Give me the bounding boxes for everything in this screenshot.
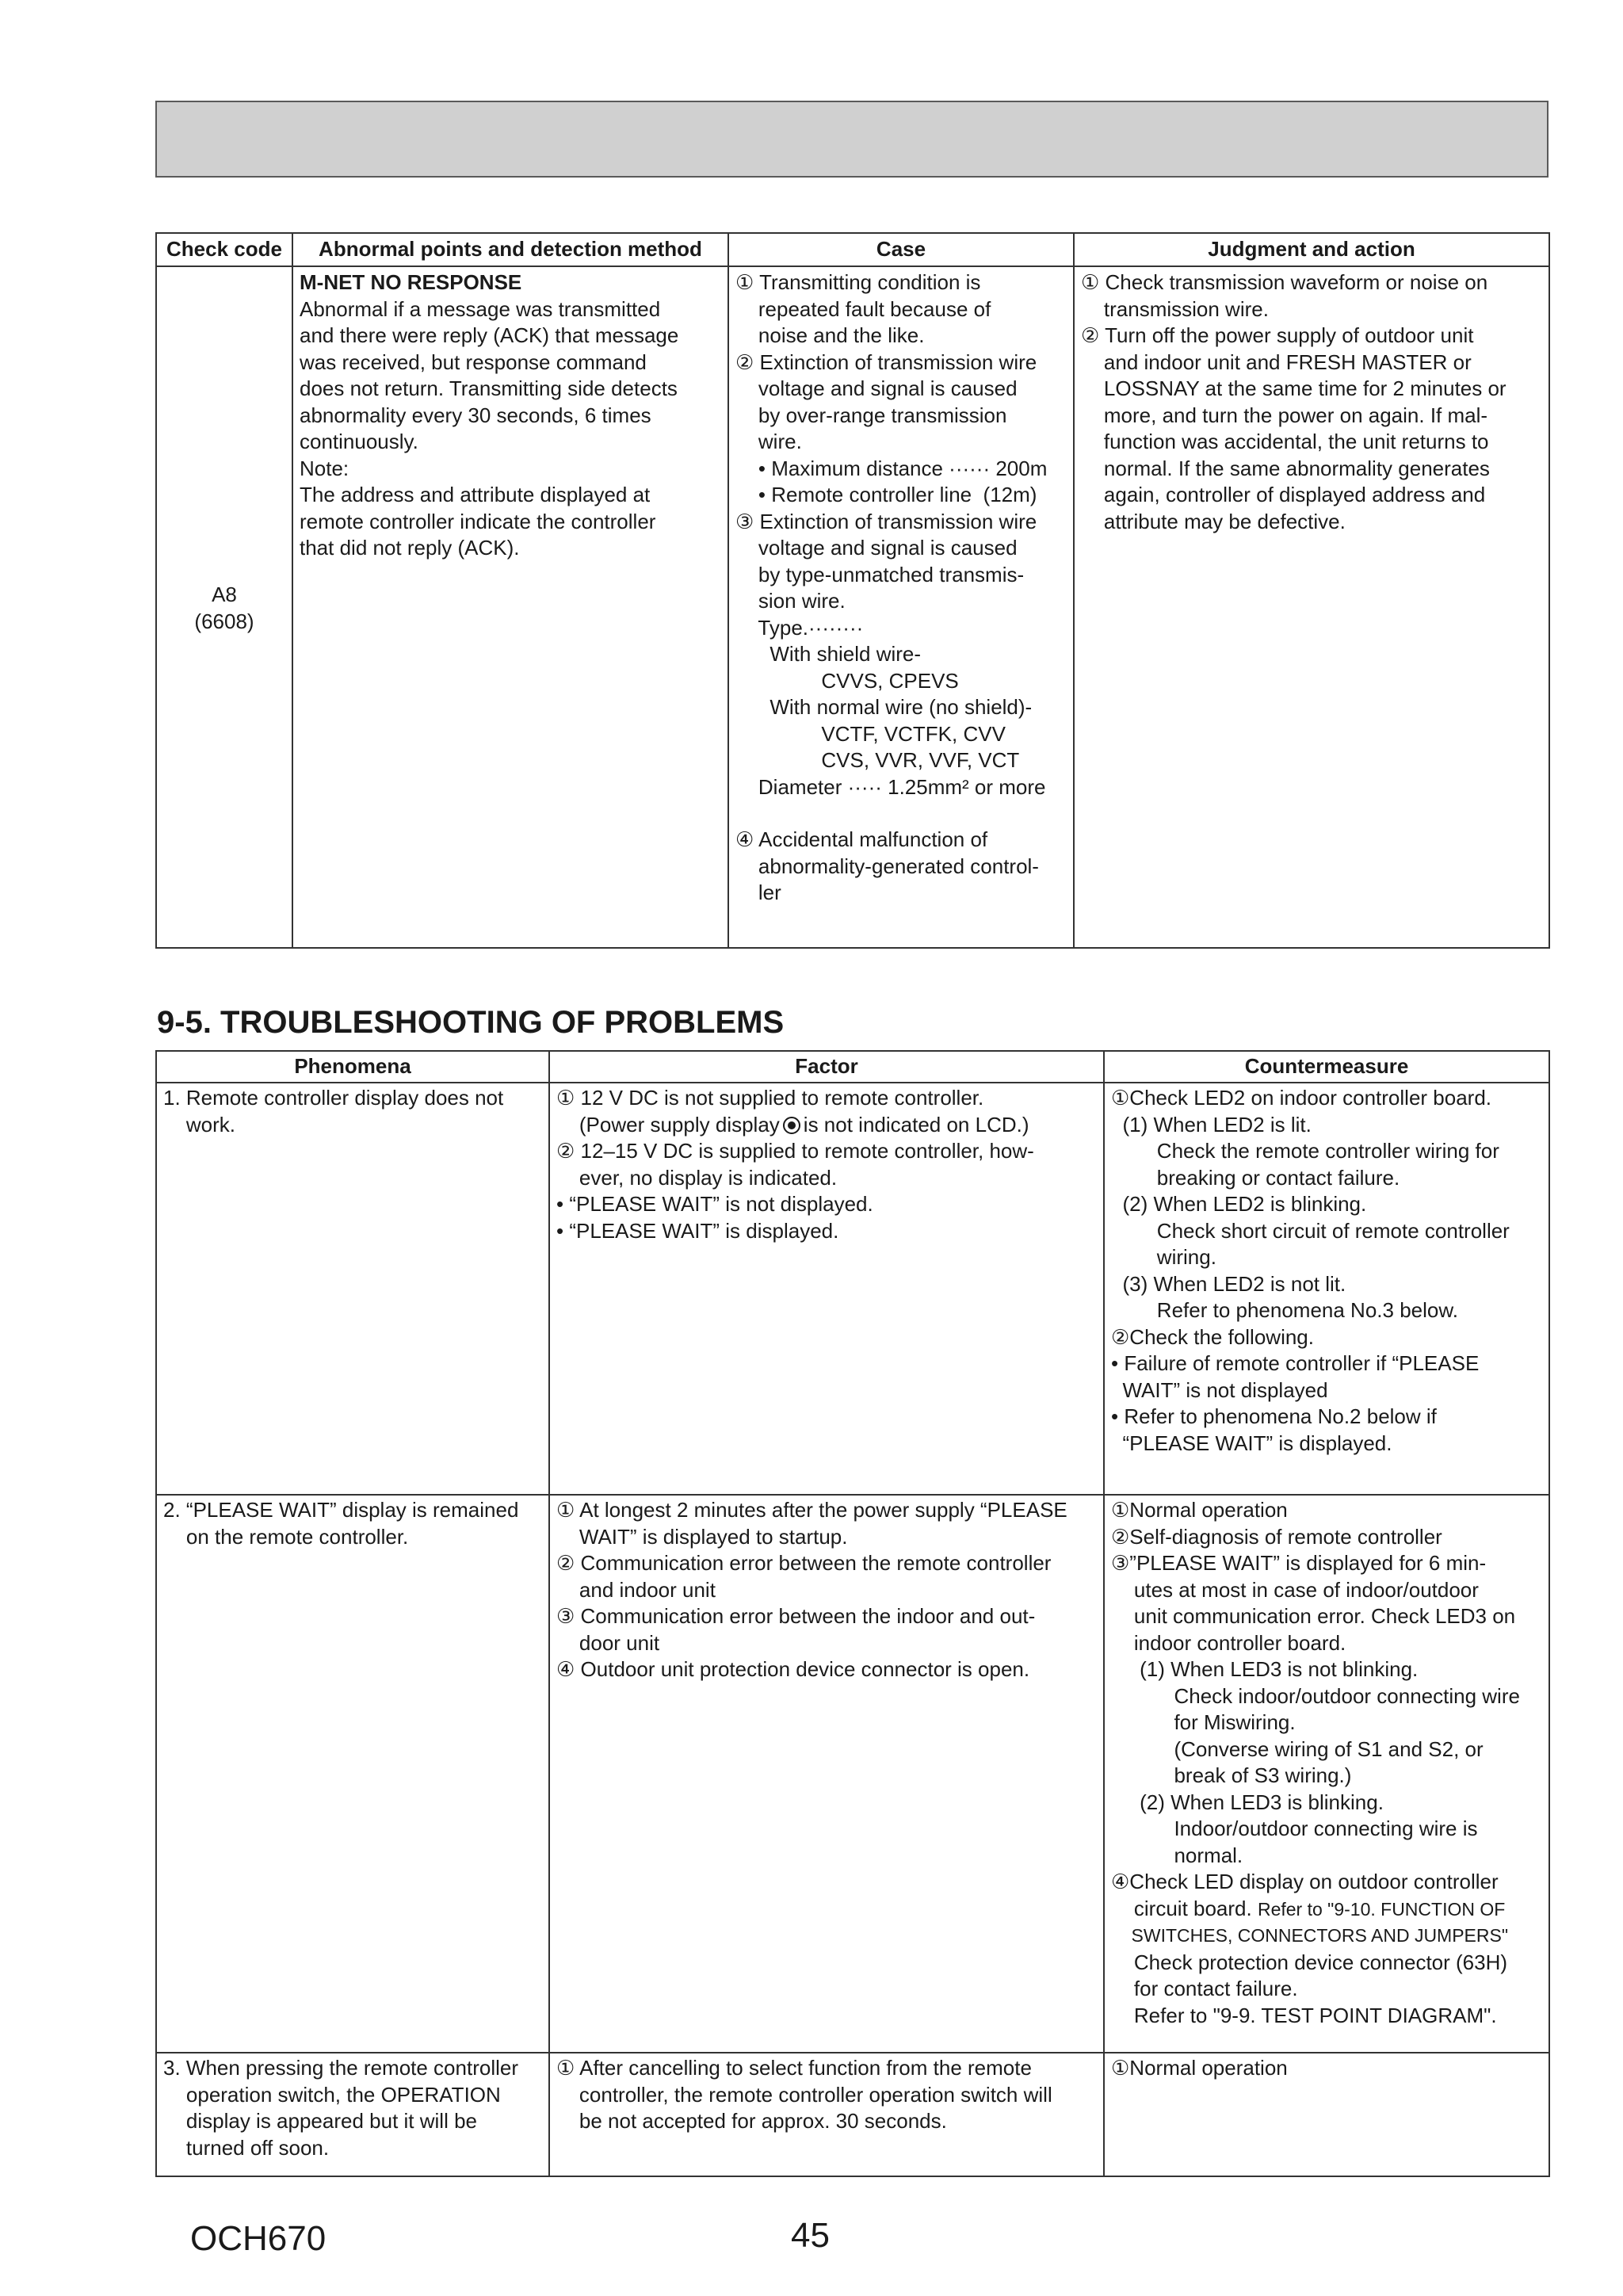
abnormal-title: M-NET NO RESPONSE <box>300 270 522 294</box>
counter-line: Refer to phenomena No.3 below. <box>1111 1298 1458 1322</box>
countermeasure-cell <box>1104 1495 1549 2053</box>
factor-line: ② Communication error between the remote controller <box>556 1551 1052 1575</box>
section-title: 9-5. TROUBLESHOOTING OF PROBLEMS <box>157 1005 785 1040</box>
case-line: With shield wire- <box>735 642 922 666</box>
case-line: abnormality-generated control- <box>735 854 1039 878</box>
factor-line: ① After cancelling to select function from the remote <box>556 2056 1032 2080</box>
abnormal-line: abnormality every 30 seconds, 6 times <box>300 403 651 427</box>
counter-line: (2) When LED2 is blinking. <box>1111 1192 1367 1216</box>
counter-line: (1) When LED2 is lit. <box>1111 1112 1312 1137</box>
col-header-countermeasure: Countermeasure <box>1104 1051 1549 1083</box>
page-number: 45 <box>791 2216 830 2255</box>
judgment-line: transmission wire. <box>1081 296 1269 321</box>
counter-line: ④Check LED display on outdoor controller <box>1111 1870 1499 1893</box>
troubleshooting-table <box>155 1050 1550 2177</box>
factor-line: ④ Outdoor unit protection device connector is open. <box>556 1657 1030 1681</box>
judgment-line: again, controller of displayed address and <box>1081 483 1486 506</box>
table-row <box>156 1083 1549 1495</box>
counter-line: for Miswiring. <box>1111 1710 1296 1734</box>
case-line: ④ Accidental malfunction of <box>735 827 988 851</box>
counter-line: • Failure of remote controller if “PLEASE <box>1111 1351 1480 1375</box>
abnormal-line: was received, but response command <box>300 350 647 374</box>
countermeasure-cell <box>1104 1083 1549 1495</box>
counter-line: normal. <box>1111 1843 1243 1867</box>
judgment-line: ① Check transmission waveform or noise on <box>1081 270 1488 294</box>
case-line: With normal wire (no shield)- <box>735 695 1033 719</box>
judgment-line: more, and turn the power on again. If mal- <box>1081 403 1488 427</box>
factor-line-end: is not indicated on LCD.) <box>803 1112 1029 1137</box>
col-header-factor: Factor <box>549 1051 1104 1083</box>
phenomena-line: 2. “PLEASE WAIT” display is remained <box>163 1498 519 1522</box>
factor-line: controller, the remote controller operation switch will <box>556 2082 1052 2107</box>
factor-line: ③ Communication error between the indoor and out- <box>556 1604 1036 1628</box>
case-line: repeated fault because of <box>735 296 991 321</box>
counter-line: “PLEASE WAIT” is displayed. <box>1111 1431 1392 1455</box>
factor-line: and indoor unit <box>556 1577 716 1602</box>
case-line: voltage and signal is caused <box>735 376 1018 400</box>
col-header-judgment: Judgment and action <box>1074 233 1549 266</box>
counter-line: breaking or contact failure. <box>1111 1165 1400 1190</box>
abnormal-line: that did not reply (ACK). <box>300 536 520 560</box>
judgment-line: and indoor unit and FRESH MASTER or <box>1081 350 1472 374</box>
phenomena-line: 3. When pressing the remote controller <box>163 2056 518 2080</box>
counter-line: (3) When LED2 is not lit. <box>1111 1271 1346 1296</box>
case-line: • Maximum distance ······ 200m <box>735 456 1048 480</box>
counter-line: wiring. <box>1111 1245 1216 1269</box>
case-line: ② Extinction of transmission wire <box>735 350 1037 374</box>
abnormal-cell <box>292 266 728 948</box>
judgment-line: function was accidental, the unit returns to <box>1081 430 1489 453</box>
phenomena-cell <box>156 1083 549 1495</box>
case-spacer <box>735 800 1067 827</box>
check-code: A8 <box>212 583 237 606</box>
case-line: wire. <box>735 430 802 453</box>
factor-cell <box>549 1495 1104 2053</box>
factor-line-start: (Power supply display <box>556 1112 780 1137</box>
counter-line: indoor controller board. <box>1111 1630 1346 1655</box>
factor-cell <box>549 2053 1104 2176</box>
case-line: VCTF, VCTFK, CVV <box>735 721 1006 746</box>
counter-line-with-ref <box>1111 1896 1542 1924</box>
judgment-line: ② Turn off the power supply of outdoor unit <box>1081 323 1474 347</box>
check-code-cell <box>156 266 292 948</box>
judgment-line: attribute may be defective. <box>1081 509 1346 533</box>
model-number: OCH670 <box>190 2219 327 2258</box>
case-line: noise and the like. <box>735 323 925 347</box>
col-header-case: Case <box>728 233 1074 266</box>
case-line: by type-unmatched transmis- <box>735 562 1025 586</box>
counter-line: ③”PLEASE WAIT” is displayed for 6 min- <box>1111 1551 1487 1575</box>
case-line: CVVS, CPEVS <box>735 668 959 693</box>
case-line: • Remote controller line (12m) <box>735 483 1037 506</box>
case-line: ① Transmitting condition is <box>735 270 981 294</box>
header-band <box>155 101 1549 178</box>
col-header-abnormal: Abnormal points and detection method <box>292 233 728 266</box>
phenomena-line: on the remote controller. <box>163 1524 409 1549</box>
counter-line: Check protection device connector (63H) <box>1111 1950 1508 1974</box>
counter-line: ②Self-diagnosis of remote controller <box>1111 1524 1442 1549</box>
case-line: Diameter ····· 1.25mm² or more <box>735 774 1046 799</box>
case-line: sion wire. <box>735 589 846 613</box>
counter-line: Check indoor/outdoor connecting wire <box>1111 1683 1520 1708</box>
abnormal-line: Note: <box>300 456 349 480</box>
factor-cell <box>549 1083 1104 1495</box>
judgment-line: LOSSNAY at the same time for 2 minutes or <box>1081 376 1507 400</box>
col-header-phenomena: Phenomena <box>156 1051 549 1083</box>
counter-line: break of S3 wiring.) <box>1111 1763 1352 1787</box>
factor-line: ever, no display is indicated. <box>556 1165 838 1190</box>
judgment-line: normal. If the same abnormality generates <box>1081 456 1490 480</box>
case-line: by over-range transmission <box>735 403 1007 427</box>
counter-line: utes at most in case of indoor/outdoor <box>1111 1577 1479 1602</box>
counter-line: ①Normal operation <box>1111 1498 1288 1522</box>
case-line: ③ Extinction of transmission wire <box>735 509 1037 533</box>
factor-line: door unit <box>556 1630 660 1655</box>
abnormal-line: The address and attribute displayed at <box>300 483 651 506</box>
factor-line: ① 12 V DC is not supplied to remote controller. <box>556 1086 984 1110</box>
counter-line: Refer to "9-9. TEST POINT DIAGRAM". <box>1111 2003 1497 2027</box>
counter-line: • Refer to phenomena No.2 below if <box>1111 1404 1437 1428</box>
factor-line-with-icon <box>556 1112 1097 1139</box>
col-header-check-code: Check code <box>156 233 292 266</box>
counter-line: (Converse wiring of S1 and S2, or <box>1111 1736 1484 1761</box>
table-row <box>156 1495 1549 2053</box>
abnormal-line: does not return. Transmitting side detects <box>300 376 678 400</box>
factor-line: ① At longest 2 minutes after the power supply “PLEASE <box>556 1498 1067 1522</box>
abnormal-line: continuously. <box>300 430 418 453</box>
phenomena-line: 1. Remote controller display does not <box>163 1086 504 1110</box>
factor-line: be not accepted for approx. 30 seconds. <box>556 2109 947 2133</box>
case-line: ler <box>735 881 781 904</box>
phenomena-line: turned off soon. <box>163 2135 330 2160</box>
case-line: Type.········ <box>735 615 864 640</box>
check-code-table <box>155 232 1550 949</box>
case-cell <box>728 266 1074 948</box>
case-line: CVS, VVR, VVF, VCT <box>735 748 1020 772</box>
phenomena-cell <box>156 1495 549 2053</box>
counter-line-start: circuit board. <box>1111 1896 1252 1920</box>
counter-line: (1) When LED3 is not blinking. <box>1111 1657 1419 1681</box>
counter-reference: Refer to "9-10. FUNCTION OF <box>1257 1898 1506 1920</box>
factor-line: WAIT” is displayed to startup. <box>556 1524 848 1549</box>
factor-line: • “PLEASE WAIT” is not displayed. <box>556 1192 873 1216</box>
factor-line: ② 12–15 V DC is supplied to remote controller, how- <box>556 1139 1034 1163</box>
phenomena-line: work. <box>163 1112 236 1137</box>
counter-line: WAIT” is not displayed <box>1111 1377 1328 1402</box>
counter-line: Indoor/outdoor connecting wire is <box>1111 1817 1478 1840</box>
counter-line: ①Normal operation <box>1111 2056 1288 2080</box>
factor-line: • “PLEASE WAIT” is displayed. <box>556 1218 839 1243</box>
table-row <box>156 2053 1549 2176</box>
counter-line: for contact failure. <box>1111 1977 1298 2000</box>
counter-line: SWITCHES, CONNECTORS AND JUMPERS" <box>1111 1925 1509 1946</box>
counter-line: Check the remote controller wiring for <box>1111 1139 1499 1163</box>
phenomena-cell <box>156 2053 549 2176</box>
power-indicator-icon <box>783 1117 800 1134</box>
abnormal-line: remote controller indicate the controller <box>300 509 656 533</box>
check-code-number: (6608) <box>194 609 254 633</box>
countermeasure-cell <box>1104 2053 1549 2176</box>
counter-line: ①Check LED2 on indoor controller board. <box>1111 1086 1492 1110</box>
judgment-cell <box>1074 266 1549 948</box>
counter-line: Check short circuit of remote controller <box>1111 1218 1510 1243</box>
abnormal-line: Abnormal if a message was transmitted <box>300 296 661 321</box>
counter-line: ②Check the following. <box>1111 1324 1314 1349</box>
phenomena-line: display is appeared but it will be <box>163 2109 477 2133</box>
counter-line: (2) When LED3 is blinking. <box>1111 1790 1384 1814</box>
abnormal-line: and there were reply (ACK) that message <box>300 323 679 347</box>
case-line: voltage and signal is caused <box>735 536 1018 560</box>
phenomena-line: operation switch, the OPERATION <box>163 2082 501 2107</box>
counter-line: unit communication error. Check LED3 on <box>1111 1604 1516 1628</box>
